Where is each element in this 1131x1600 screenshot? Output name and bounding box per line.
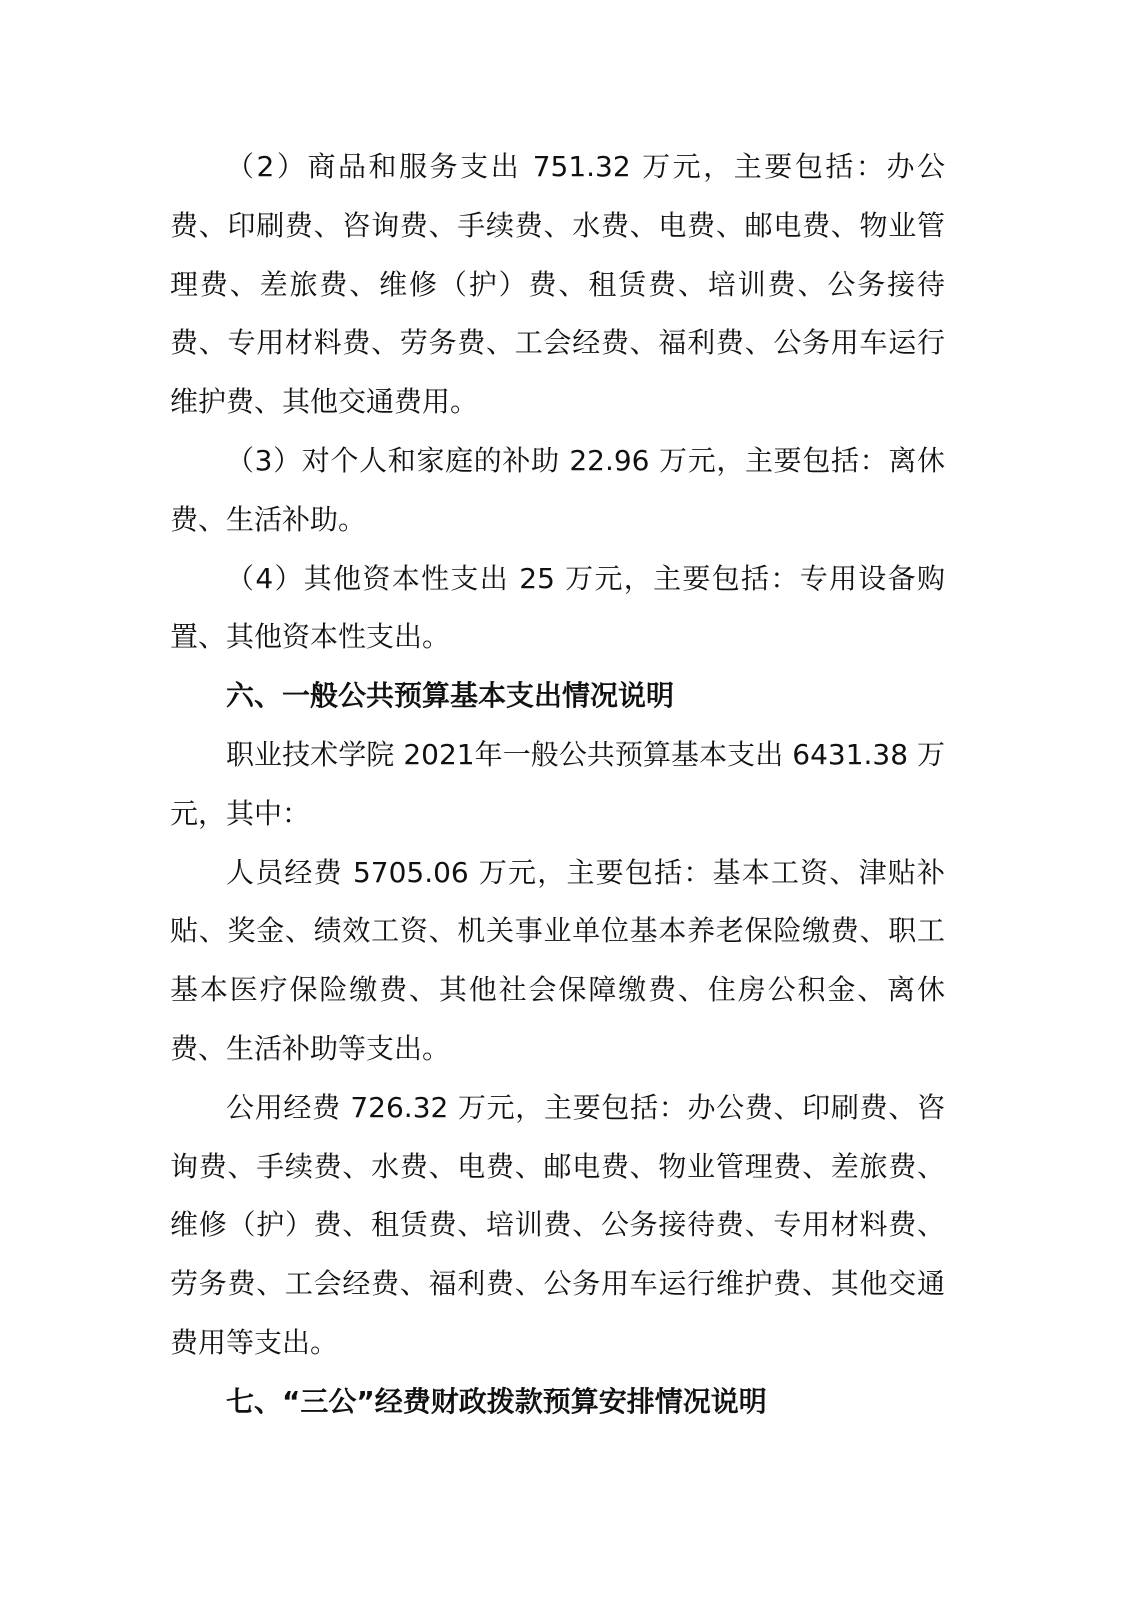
paragraph-personnel-funds: 人员经费 5705.06 万元，主要包括：基本工资、津贴补贴、奖金、绩效工资、机关事业单位基本养老保险缴费、职工基本医疗保险缴费、其他社会保障缴费、住房公积金、离休费、生活补助等支出。 [170,855,945,1065]
paragraph-household-subsidy: （3）对个人和家庭的补助 22.96 万元，主要包括：离休费、生活补助。 [170,443,945,536]
paragraph-capital-expenditure: （4）其他资本性支出 25 万元，主要包括：专用设备购置、其他资本性支出。 [170,561,945,654]
paragraph-basic-expenditure-total: 职业技术学院 2021年一般公共预算基本支出 6431.38 万元，其中： [170,737,945,830]
section-heading-basic-expenditure: 六、一般公共预算基本支出情况说明 [226,679,675,713]
paragraph-public-funds: 公用经费 726.32 万元，主要包括：办公费、印刷费、咨询费、手续费、水费、电费、邮电费、物业管理费、差旅费、维修（护）费、租赁费、培训费、公务接待费、专用材料费、劳务费、工会经费、福利费、公务用车运行维护费、其他交通费用等支出。 [170,1090,945,1359]
document-body [170,138,945,1432]
paragraph-goods-services: （2）商品和服务支出 751.32 万元，主要包括：办公费、印刷费、咨询费、手续费、水费、电费、邮电费、物业管理费、差旅费、维修（护）费、租赁费、培训费、公务接待费、专用材料费、劳务费、工会经费、福利费、公务用车运行维护费、其他交通费用。 [170,150,945,419]
section-heading-three-public: 七、“三公”经费财政拨款预算安排情况说明 [226,1384,767,1418]
